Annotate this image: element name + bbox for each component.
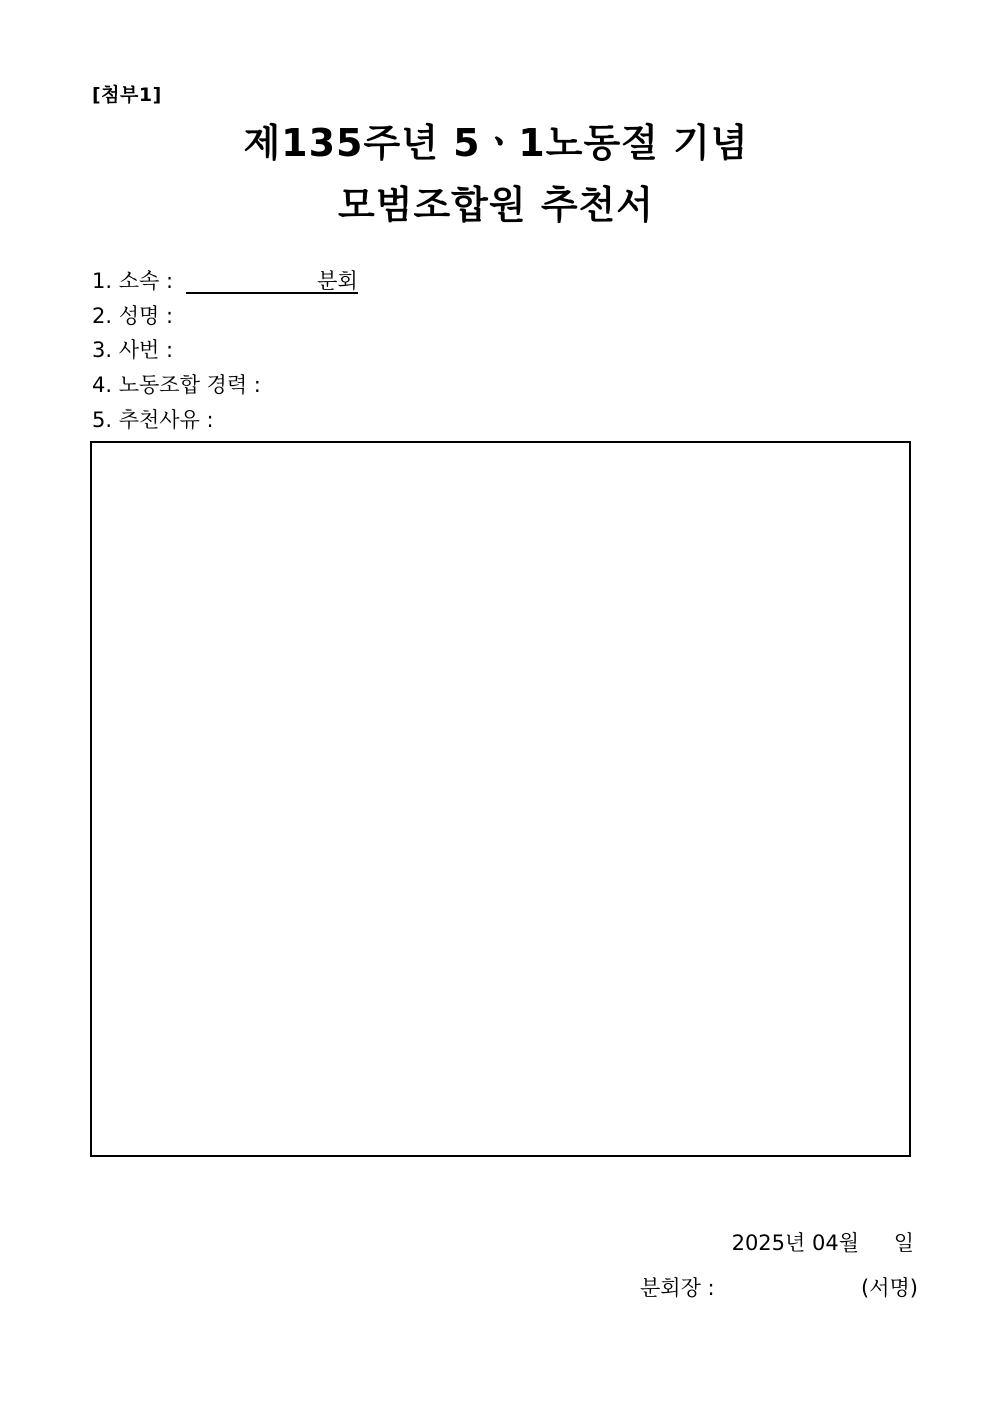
branch-head-label: 분회장 : <box>640 1276 715 1300</box>
union-career-label: 4. 노동조합 경력 : <box>92 373 261 397</box>
attachment-label: [첨부1] <box>92 84 162 106</box>
union-career-field <box>92 372 261 398</box>
signature-line <box>640 1272 918 1302</box>
document-title-line-1: 제135주년 5ㆍ1노동절 기념 <box>243 121 749 165</box>
signature-mark: (서명) <box>861 1276 918 1300</box>
date-line <box>732 1227 914 1257</box>
recommendation-reason-field <box>92 407 214 433</box>
name-label: 2. 성명 : <box>92 304 174 328</box>
employee-number-field <box>92 337 173 363</box>
affiliation-blank <box>186 270 358 294</box>
date-day: 일 <box>893 1231 914 1255</box>
recommendation-reason-label: 5. 추천사유 : <box>92 408 214 432</box>
employee-number-label: 3. 사번 : <box>92 338 174 362</box>
affiliation-suffix: 분회 <box>317 269 358 293</box>
date-month: 04월 <box>812 1231 860 1255</box>
affiliation-field <box>92 268 358 294</box>
recommendation-reason-box <box>90 441 911 1157</box>
date-year: 2025년 <box>731 1231 806 1255</box>
affiliation-label: 1. 소속 : <box>92 269 174 293</box>
name-field <box>92 303 173 329</box>
document-title-line-2: 모범조합원 추천서 <box>338 183 654 227</box>
